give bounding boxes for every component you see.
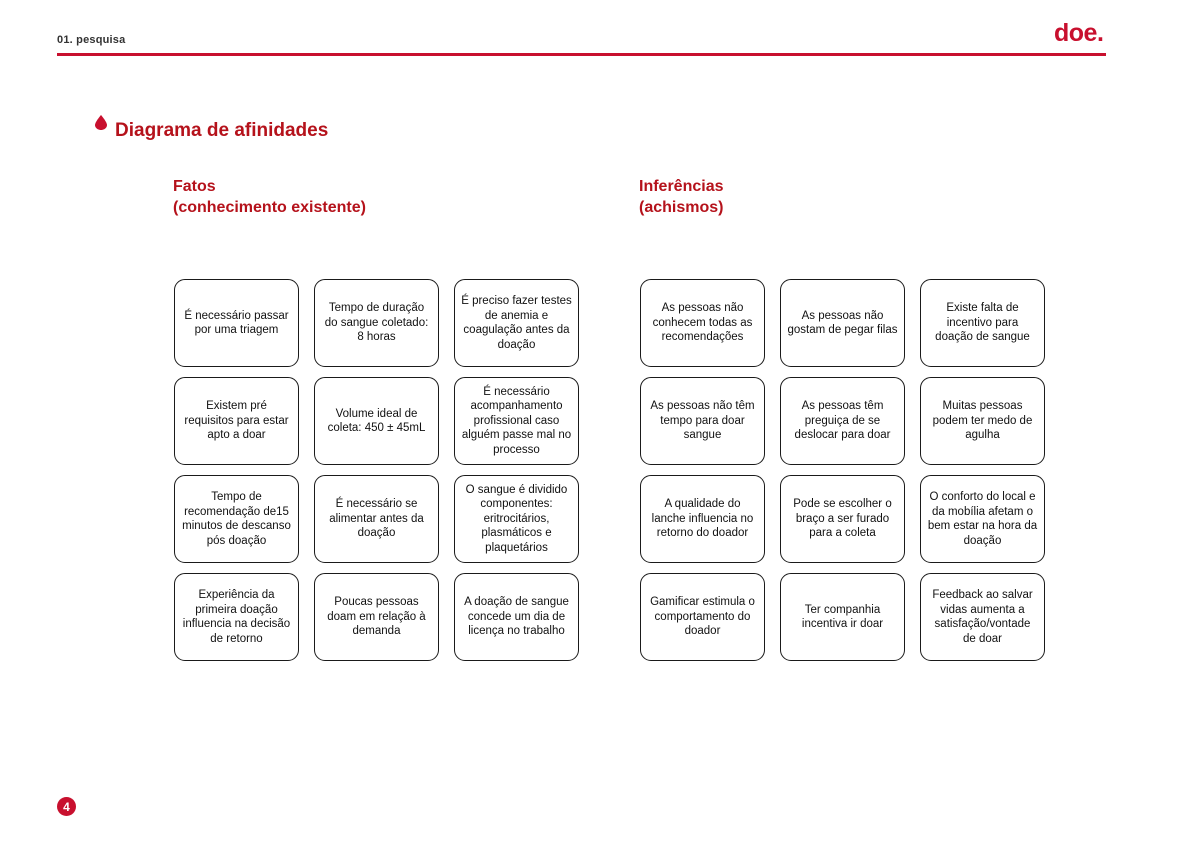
blood-drop-icon bbox=[95, 115, 107, 130]
fact-card: É necessário passar por uma triagem bbox=[174, 279, 299, 367]
fact-card: É preciso fazer testes de anemia e coagulação antes da doação bbox=[454, 279, 579, 367]
inferences-heading-line2: (achismos) bbox=[639, 199, 724, 216]
inferences-grid bbox=[640, 279, 1046, 661]
fact-card: Existem pré requisitos para estar apto a doar bbox=[174, 377, 299, 465]
page-title: Diagrama de afinidades bbox=[115, 120, 329, 141]
fact-card: É necessário se alimentar antes da doação bbox=[314, 475, 439, 563]
inferences-heading-line1: Inferências bbox=[639, 178, 724, 195]
inference-card: Gamificar estimula o comportamento do doador bbox=[640, 573, 765, 661]
fact-card: O sangue é dividido componentes: eritrocitários, plasmáticos e plaquetários bbox=[454, 475, 579, 563]
inference-card: As pessoas não conhecem todas as recomendações bbox=[640, 279, 765, 367]
inference-card: Existe falta de incentivo para doação de sangue bbox=[920, 279, 1045, 367]
facts-grid bbox=[174, 279, 580, 661]
facts-heading bbox=[173, 176, 366, 218]
inference-card: A qualidade do lanche influencia no retorno do doador bbox=[640, 475, 765, 563]
inference-card: As pessoas não gostam de pegar filas bbox=[780, 279, 905, 367]
fact-card: Volume ideal de coleta: 450 ± 45mL bbox=[314, 377, 439, 465]
facts-heading-line1: Fatos bbox=[173, 178, 216, 195]
facts-heading-line2: (conhecimento existente) bbox=[173, 199, 366, 216]
inference-card: As pessoas têm preguiça de se deslocar para doar bbox=[780, 377, 905, 465]
inference-card: Ter companhia incentiva ir doar bbox=[780, 573, 905, 661]
header-divider bbox=[57, 53, 1106, 56]
inference-card: Muitas pessoas podem ter medo de agulha bbox=[920, 377, 1045, 465]
fact-card: Experiência da primeira doação influencia na decisão de retorno bbox=[174, 573, 299, 661]
section-label: 01. pesquisa bbox=[57, 34, 126, 46]
inferences-heading bbox=[639, 176, 723, 218]
inference-card: O conforto do local e da mobília afetam o bem estar na hora da doação bbox=[920, 475, 1045, 563]
fact-card: É necessário acompanhamento profissional caso alguém passe mal no processo bbox=[454, 377, 579, 465]
fact-card: Poucas pessoas doam em relação à demanda bbox=[314, 573, 439, 661]
page-number-badge: 4 bbox=[57, 797, 76, 816]
fact-card: A doação de sangue concede um dia de licença no trabalho bbox=[454, 573, 579, 661]
inference-card: Pode se escolher o braço a ser furado para a coleta bbox=[780, 475, 905, 563]
fact-card: Tempo de duração do sangue coletado: 8 horas bbox=[314, 279, 439, 367]
brand-logo: doe. bbox=[1054, 19, 1104, 47]
inference-card: As pessoas não têm tempo para doar sangue bbox=[640, 377, 765, 465]
inference-card: Feedback ao salvar vidas aumenta a satisfação/vontade de doar bbox=[920, 573, 1045, 661]
fact-card: Tempo de recomendação de15 minutos de descanso pós doação bbox=[174, 475, 299, 563]
